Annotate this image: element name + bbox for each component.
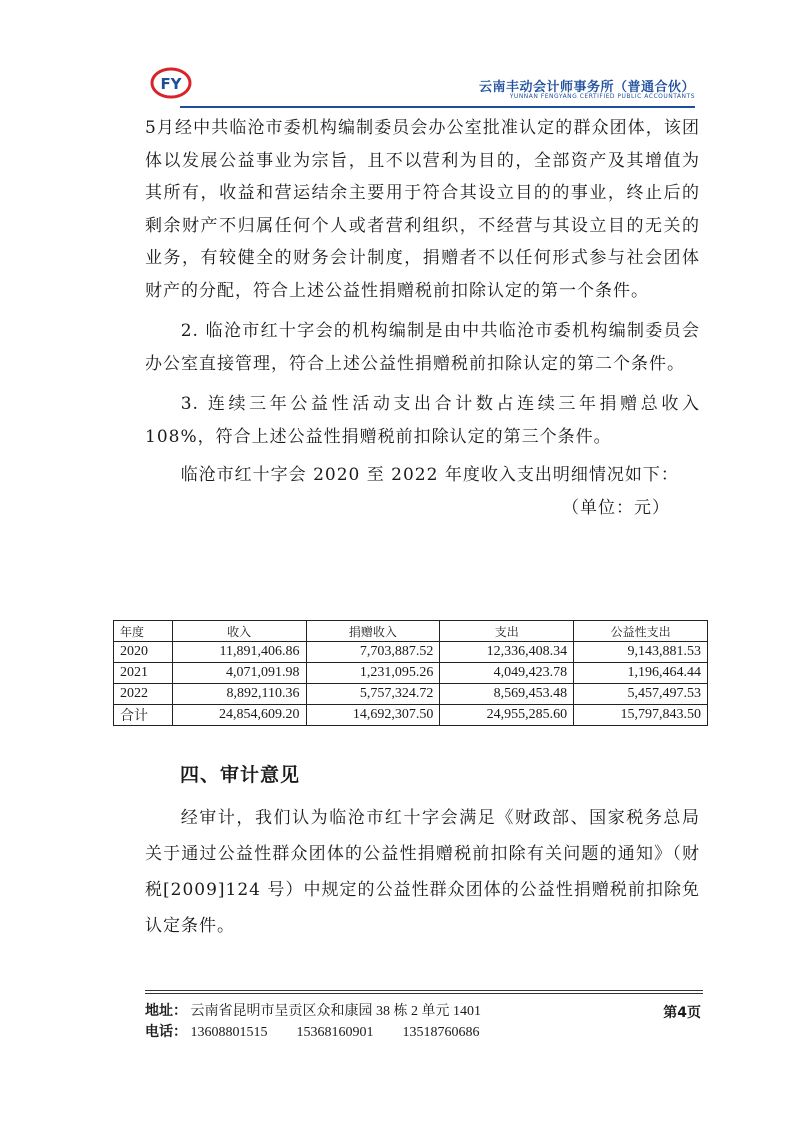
header-divider (180, 106, 695, 108)
cell-public-welfare-expense: 9,143,881.53 (574, 642, 708, 663)
logo-text: FY (160, 75, 182, 93)
cell-income: 11,891,406.86 (172, 642, 306, 663)
cell-year: 2020 (114, 642, 173, 663)
col-header-income: 收入 (172, 621, 306, 642)
phone-number: 13608801515 (190, 1025, 268, 1040)
footer-phone-line (145, 1021, 480, 1041)
cell-public-welfare-expense: 1,196,464.44 (574, 663, 708, 684)
income-expense-table (113, 620, 708, 726)
phone-number: 15368160901 (296, 1025, 374, 1040)
paragraph-audit-opinion: 经审计，我们认为临沧市红十字会满足《财政部、国家税务总局关于通过公益性群众团体的公益性捐赠税前扣除有关问题的通知》（财税[2009]124 号）中规定的公益性群众团体的公益性捐赠税前扣除免认定条件。 (145, 808, 700, 936)
firm-name-en: YUNNAN FENGYANG CERTIFIED PUBLIC ACCOUNTANTS (509, 93, 695, 100)
col-header-year: 年度 (114, 621, 173, 642)
cell-expense: 12,336,408.34 (440, 642, 574, 663)
cell-expense: 8,569,453.48 (440, 684, 574, 705)
cell-total-label: 合计 (114, 705, 173, 726)
cell-donation-income: 7,703,887.52 (306, 642, 440, 663)
cell-income: 24,854,609.20 (172, 705, 306, 726)
col-header-public-welfare-expense: 公益性支出 (574, 621, 708, 642)
phone-number: 13518760686 (402, 1025, 480, 1040)
address-text: 云南省昆明市呈贡区众和康园 38 栋 2 单元 1401 (190, 1004, 481, 1019)
cell-expense: 4,049,423.78 (440, 663, 574, 684)
address-label: 地址： (145, 1004, 187, 1019)
section-heading-audit-opinion: 四、审计意见 (180, 764, 301, 786)
paragraph-table-intro: 临沧市红十字会 2020 至 2022 年度收入支出明细情况如下： (180, 465, 679, 485)
unit-note: （单位：元） (562, 497, 670, 518)
page-number: 第4页 (663, 1005, 701, 1021)
cell-public-welfare-expense: 5,457,497.53 (574, 684, 708, 705)
cell-income: 4,071,091.98 (172, 663, 306, 684)
footer-address-line (145, 1000, 481, 1020)
cell-donation-income: 1,231,095.26 (306, 663, 440, 684)
paragraph-condition-3: 3. 连续三年公益性活动支出合计数占连续三年捐赠总收入108%，符合上述公益性捐赠税前扣除认定的第三个条件。 (145, 394, 700, 447)
footer-divider-bottom (145, 993, 703, 994)
table-header-row (114, 621, 708, 642)
audit-opinion-body (145, 800, 700, 944)
table-row (114, 663, 708, 684)
firm-logo-icon (150, 62, 192, 104)
cell-donation-income: 14,692,307.50 (306, 705, 440, 726)
col-header-donation-income: 捐赠收入 (306, 621, 440, 642)
paragraph-condition-2: 2. 临沧市红十字会的机构编制是由中共临沧市委机构编制委员会办公室直接管理，符合上述公益性捐赠税前扣除认定的第二个条件。 (145, 321, 700, 374)
table-total-row (114, 705, 708, 726)
cell-expense: 24,955,285.60 (440, 705, 574, 726)
cell-income: 8,892,110.36 (172, 684, 306, 705)
letterhead (150, 62, 695, 110)
paragraph-condition-1: 5月经中共临沧市委机构编制委员会办公室批准认定的群众团体，该团体以发展公益事业为宗旨，且不以营利为目的，全部资产及其增值为其所有，收益和营运结余主要用于符合其设立目的的事业，终止后的剩余财产不归属任何个人或者营利组织，不经营与其设立目的无关的业务，有较健全的财务会计制度，捐赠者不以任何形式参与社会团体财产的分配，符合上述公益性捐赠税前扣除认定的第一个条件。 (145, 118, 700, 301)
footer-divider-top (145, 990, 703, 991)
cell-year: 2022 (114, 684, 173, 705)
table-row (114, 642, 708, 663)
col-header-expense: 支出 (440, 621, 574, 642)
cell-public-welfare-expense: 15,797,843.50 (574, 705, 708, 726)
firm-name-cn: 云南丰动会计师事务所（普通合伙） (478, 80, 695, 95)
cell-year: 2021 (114, 663, 173, 684)
table-row (114, 684, 708, 705)
phone-label: 电话： (145, 1025, 187, 1040)
report-body (145, 112, 700, 524)
cell-donation-income: 5,757,324.72 (306, 684, 440, 705)
